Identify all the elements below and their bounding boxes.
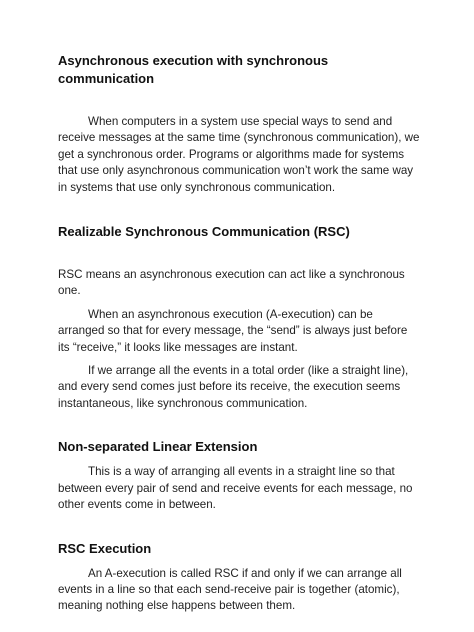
paragraph-rsc-execution: An A-execution is called RSC if and only if we can arrange all events in a line so that each send-receive pair is together (atomic), meaning nothing else happens between them. [58, 566, 402, 613]
section-heading-async-execution: Asynchronous execution with synchronous communication [58, 53, 329, 86]
paragraph-non-separated-linear-extension: This is a way of arranging all events in a straight line so that between every pair of send and receive events for each message, no other events come in between. [58, 465, 413, 512]
paragraph-async-execution: When computers in a system use special ways to send and receive messages at the same time (synchronous communication), we get a synchronous order. Programs or algorithms made for systems that use only asynchronous communication won’t work the same way in systems that use only synchronous communication. [58, 115, 420, 194]
paragraph-rsc-arrangement: When an asynchronous execution (A-execution) can be arranged so that for every message, the “send” is always just before its “receive,” it looks like messages are instant. [58, 307, 408, 354]
paragraph-rsc-definition: RSC means an asynchronous execution can act like a synchronous one. [58, 268, 405, 298]
section-heading-non-separated-linear-extension: Non-separated Linear Extension [58, 439, 258, 455]
section-heading-rsc-execution: RSC Execution [58, 540, 152, 556]
paragraph-rsc-total-order: If we arrange all the events in a total order (like a straight line), and every send comes just before its receive, the execution seems instantaneous, like synchronous communication. [58, 364, 409, 410]
section-heading-rsc: Realizable Synchronous Communication (RSC) [58, 224, 350, 240]
document-page [58, 52, 420, 615]
